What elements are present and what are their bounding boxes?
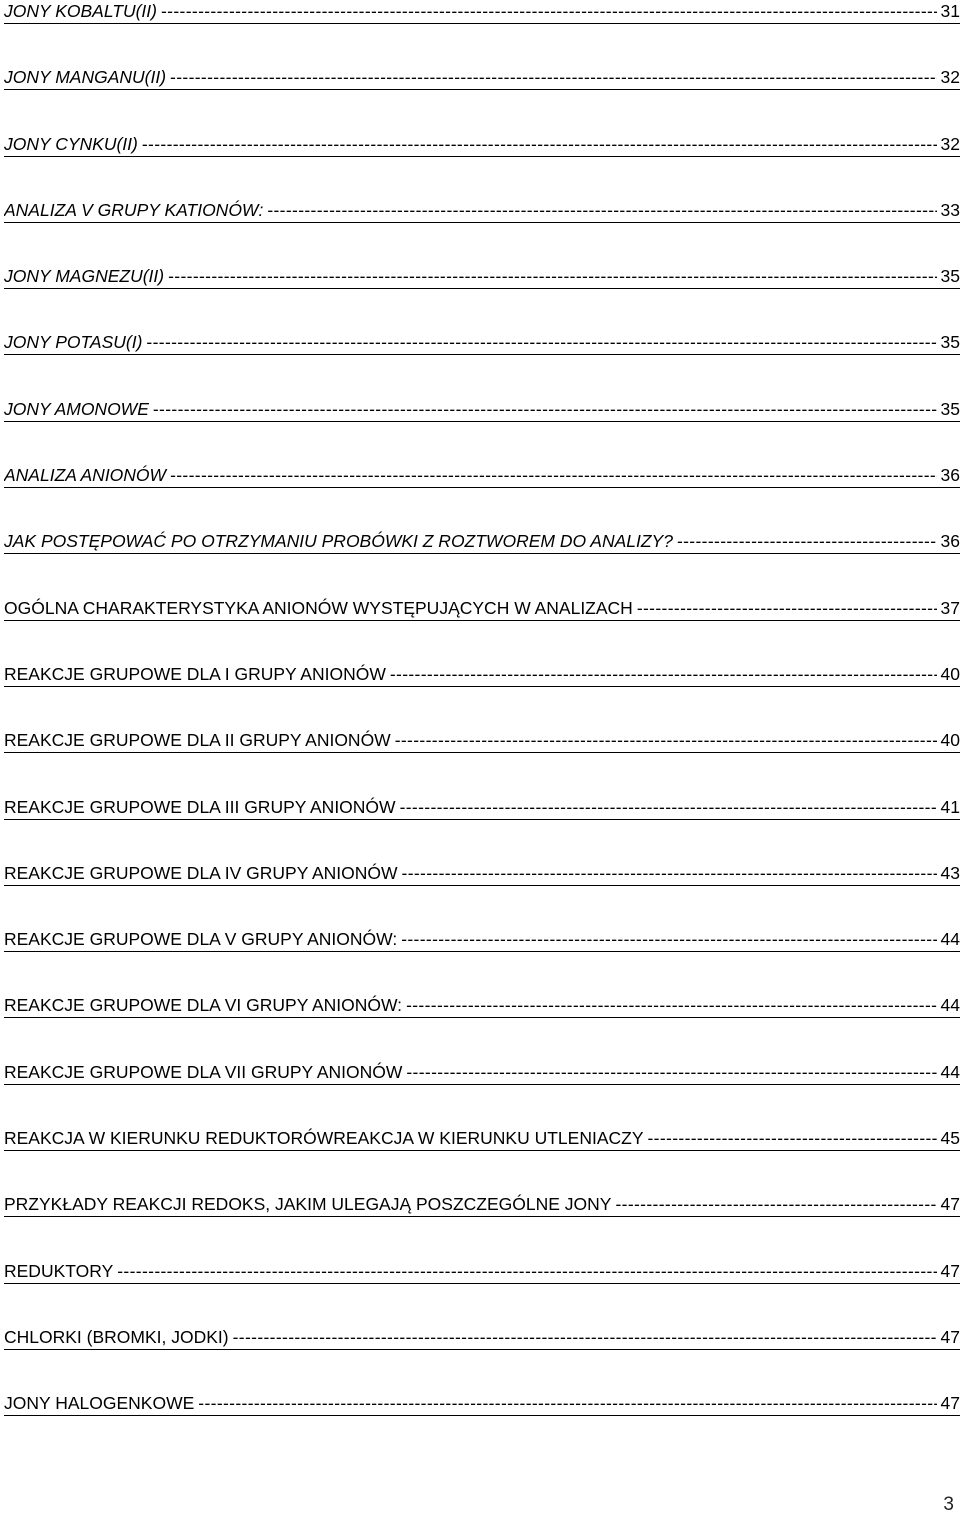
toc-entry-title: JONY KOBALTU(II)	[4, 1, 157, 21]
toc-entry-title: REAKCJA W KIERUNKU REDUKTORÓWREAKCJA W KIERUNKU UTLENIACZY	[4, 1128, 644, 1149]
toc-dot-leader	[267, 199, 936, 221]
toc-entry-page-number: 43	[940, 862, 960, 883]
toc-entry[interactable]	[4, 133, 960, 199]
toc-entry-title: REAKCJE GRUPOWE DLA VII GRUPY ANIONÓW	[4, 1061, 403, 1082]
toc-entry-link[interactable]	[4, 530, 960, 554]
toc-entry-title: ANALIZA ANIONÓW	[4, 465, 167, 486]
toc-entry-page-number: 40	[940, 663, 960, 684]
toc-entry-link[interactable]	[4, 66, 960, 90]
toc-entry-page-number: 35	[940, 332, 960, 353]
page-number: 3	[943, 1494, 954, 1515]
toc-entry[interactable]	[4, 663, 960, 729]
toc-entry-link[interactable]	[4, 597, 960, 621]
toc-entry-page-number: 31	[940, 1, 960, 21]
toc-entry-title: REAKCJE GRUPOWE DLA VI GRUPY ANIONÓW:	[4, 995, 403, 1016]
toc-entry-link[interactable]	[4, 464, 960, 488]
toc-entry-title: JONY HALOGENKOWE	[4, 1393, 195, 1414]
toc-entry-title: JAK POSTĘPOWAĆ PO OTRZYMANIU PROBÓWKI Z ROZTWOREM DO ANALIZY?	[4, 531, 673, 552]
toc-entry[interactable]	[4, 597, 960, 663]
toc-dot-leader	[233, 1326, 937, 1348]
toc-entry-page-number: 40	[940, 730, 960, 751]
toc-entry-title: JONY MANGANU(II)	[4, 67, 167, 88]
toc-entry-link[interactable]	[4, 1326, 960, 1350]
toc-entry-page-number: 36	[940, 465, 960, 486]
toc-dot-leader	[402, 862, 937, 884]
toc-dot-leader	[637, 597, 937, 619]
toc-entry-link[interactable]	[4, 1193, 960, 1217]
toc-dot-leader	[117, 1260, 936, 1282]
toc-entry-page-number: 41	[940, 796, 960, 817]
toc-entry-title: ANALIZA V GRUPY KATIONÓW:	[4, 199, 264, 220]
toc-entry[interactable]	[4, 729, 960, 795]
toc-entry[interactable]	[4, 530, 960, 596]
toc-entry[interactable]	[4, 199, 960, 265]
toc-entry-title: JONY POTASU(I)	[4, 332, 143, 353]
table-of-contents	[4, 0, 960, 1459]
toc-entry-page-number: 44	[940, 995, 960, 1016]
toc-dot-leader	[677, 530, 937, 552]
toc-entry-title: JONY MAGNEZU(II)	[4, 266, 165, 287]
toc-dot-leader	[406, 994, 936, 1016]
toc-entry-title: REAKCJE GRUPOWE DLA IV GRUPY ANIONÓW	[4, 862, 398, 883]
toc-entry[interactable]	[4, 1127, 960, 1193]
toc-dot-leader	[153, 398, 937, 420]
toc-entry[interactable]	[4, 0, 960, 66]
toc-entry-page-number: 32	[940, 133, 960, 154]
toc-entry-link[interactable]	[4, 1260, 960, 1284]
toc-entry-link[interactable]	[4, 199, 960, 223]
toc-entry[interactable]	[4, 862, 960, 928]
toc-entry-page-number: 47	[940, 1393, 960, 1414]
toc-entry-link[interactable]	[4, 398, 960, 422]
toc-entry-title: OGÓLNA CHARAKTERYSTYKA ANIONÓW WYSTĘPUJĄCYCH W ANALIZACH	[4, 597, 633, 618]
toc-entry-link[interactable]	[4, 994, 960, 1018]
toc-entry-page-number: 44	[940, 1061, 960, 1082]
toc-entry-link[interactable]	[4, 0, 960, 24]
toc-entry[interactable]	[4, 398, 960, 464]
toc-entry-page-number: 32	[940, 67, 960, 88]
toc-entry-title: REAKCJE GRUPOWE DLA I GRUPY ANIONÓW	[4, 663, 386, 684]
toc-entry-link[interactable]	[4, 1061, 960, 1085]
toc-entry-title: REDUKTORY	[4, 1260, 114, 1281]
toc-entry-link[interactable]	[4, 928, 960, 952]
toc-entry-page-number: 35	[940, 266, 960, 287]
toc-entry-page-number: 44	[940, 929, 960, 950]
toc-entry-link[interactable]	[4, 331, 960, 355]
toc-dot-leader	[142, 133, 937, 155]
toc-entry-link[interactable]	[4, 729, 960, 753]
toc-dot-leader	[168, 265, 936, 287]
toc-dot-leader	[161, 0, 937, 22]
toc-entry[interactable]	[4, 1061, 960, 1127]
toc-entry-title: REAKCJE GRUPOWE DLA V GRUPY ANIONÓW:	[4, 929, 398, 950]
toc-entry-page-number: 47	[940, 1194, 960, 1215]
toc-entry-link[interactable]	[4, 133, 960, 157]
toc-entry-page-number: 35	[940, 398, 960, 419]
toc-entry-title: REAKCJE GRUPOWE DLA II GRUPY ANIONÓW	[4, 730, 391, 751]
toc-entry[interactable]	[4, 464, 960, 530]
toc-entry-page-number: 45	[940, 1128, 960, 1149]
toc-dot-leader	[406, 1061, 936, 1083]
toc-dot-leader	[401, 928, 936, 950]
toc-entry[interactable]	[4, 928, 960, 994]
toc-entry-page-number: 36	[940, 531, 960, 552]
toc-entry-title: JONY AMONOWE	[4, 398, 149, 419]
toc-entry-link[interactable]	[4, 265, 960, 289]
toc-entry[interactable]	[4, 1392, 960, 1458]
toc-dot-leader	[648, 1127, 937, 1149]
toc-entry-page-number: 47	[940, 1260, 960, 1281]
toc-entry-link[interactable]	[4, 796, 960, 820]
toc-entry[interactable]	[4, 66, 960, 132]
toc-dot-leader	[146, 331, 936, 353]
toc-entry-page-number: 37	[940, 597, 960, 618]
toc-dot-leader	[170, 464, 936, 486]
toc-dot-leader	[400, 796, 937, 818]
toc-dot-leader	[395, 729, 937, 751]
toc-entry[interactable]	[4, 796, 960, 862]
toc-dot-leader	[615, 1193, 936, 1215]
toc-dot-leader	[198, 1392, 936, 1414]
toc-entry-title: JONY CYNKU(II)	[4, 133, 138, 154]
toc-entry-title: REAKCJE GRUPOWE DLA III GRUPY ANIONÓW	[4, 796, 396, 817]
toc-entry-page-number: 47	[940, 1326, 960, 1347]
toc-entry-link[interactable]	[4, 1127, 960, 1151]
toc-entry-title: CHLORKI (BROMKI, JODKI)	[4, 1326, 229, 1347]
toc-entry-title: PRZYKŁADY REAKCJI REDOKS, JAKIM ULEGAJĄ POSZCZEGÓLNE JONY	[4, 1194, 612, 1215]
toc-entry-link[interactable]	[4, 1392, 960, 1416]
toc-entry[interactable]	[4, 1193, 960, 1259]
toc-entry[interactable]	[4, 1260, 960, 1326]
toc-entry[interactable]	[4, 265, 960, 331]
toc-entry[interactable]	[4, 1326, 960, 1392]
toc-entry[interactable]	[4, 994, 960, 1060]
toc-entry-page-number: 33	[940, 199, 960, 220]
toc-dot-leader	[170, 66, 936, 88]
toc-dot-leader	[390, 663, 937, 685]
toc-entry-link[interactable]	[4, 862, 960, 886]
toc-entry-link[interactable]	[4, 663, 960, 687]
toc-entry[interactable]	[4, 331, 960, 397]
